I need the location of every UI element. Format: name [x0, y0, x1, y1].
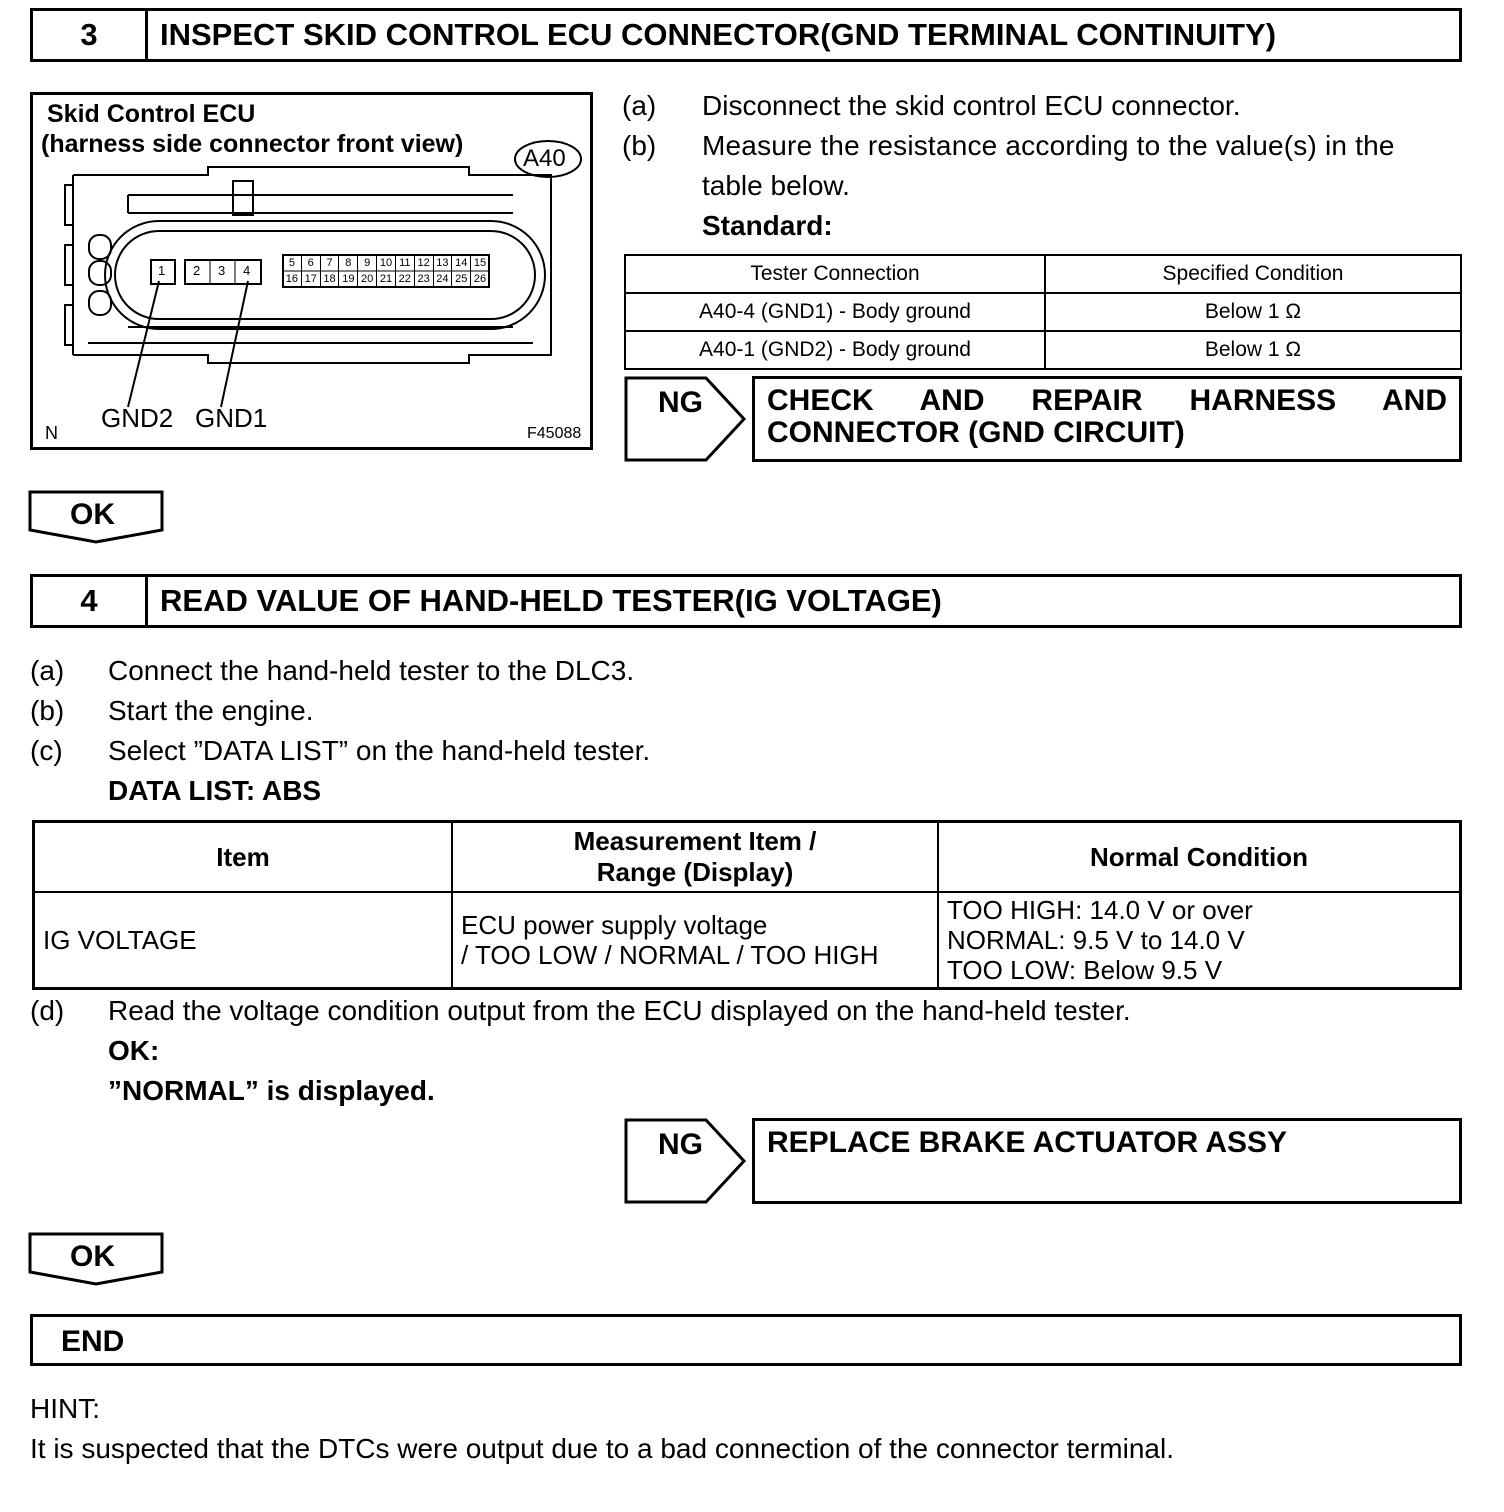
connector-pin: 6: [302, 255, 321, 271]
ng-result-box: [752, 1118, 1462, 1204]
table-header: Normal Condition: [938, 822, 1461, 893]
ok-condition-label: OK:: [108, 1035, 160, 1066]
connector-pin: 21: [377, 271, 396, 287]
gnd2-label: GND2: [101, 403, 174, 433]
table-row: [34, 892, 1461, 989]
measurement-header-line2: Range (Display): [596, 857, 794, 887]
connector-pin: 12: [415, 255, 434, 271]
connector-pin: 13: [434, 255, 453, 271]
connector-pin: 7: [321, 255, 340, 271]
connector-pin: 22: [396, 271, 415, 287]
table-header: Tester Connection: [625, 255, 1045, 293]
step3-a-label: (a): [622, 90, 657, 121]
ng-result-line1: CHECK AND REPAIR HARNESS AND: [767, 384, 1447, 417]
table-row: [625, 293, 1461, 331]
connector-pin: 5: [283, 255, 302, 271]
standard-label: Standard:: [702, 210, 833, 241]
hint-text: It is suspected that the DTCs were output due to a bad connection of the connector terminal.: [30, 1433, 1174, 1464]
ng-label: NG: [658, 1128, 703, 1161]
ok-label: OK: [70, 498, 115, 531]
pin-row-top: [283, 255, 489, 271]
step3-b-text2: table below.: [702, 170, 850, 201]
table-row: [625, 331, 1461, 369]
connector-pin: 11: [396, 255, 415, 271]
end-label: END: [61, 1325, 125, 1358]
step-number: 3: [33, 11, 148, 59]
step-title: INSPECT SKID CONTROL ECU CONNECTOR(GND TERMINAL CONTINUITY): [160, 17, 1277, 52]
table-header-row: [625, 255, 1461, 293]
table-header: Item: [34, 822, 453, 893]
ng-result-line2: CONNECTOR (GND CIRCUIT): [767, 416, 1185, 449]
condition-line3: TOO LOW: Below 9.5 V: [947, 955, 1223, 985]
pin-2: 2: [193, 263, 201, 278]
table-cell: Below 1 Ω: [1045, 293, 1461, 331]
connector-pin: 23: [415, 271, 434, 287]
diagram-subtitle: (harness side connector front view): [41, 130, 464, 158]
connector-pin: 8: [339, 255, 358, 271]
connector-pin: 18: [321, 271, 340, 287]
pin-row-bottom: [283, 271, 489, 287]
measure-line1: ECU power supply voltage: [461, 910, 768, 940]
step4-b-label: (b): [30, 695, 65, 726]
connector-diagram: [30, 92, 593, 450]
ng-result-box: [752, 376, 1462, 462]
ok-condition-value: ”NORMAL” is displayed.: [108, 1075, 435, 1106]
end-box: [30, 1314, 1462, 1366]
table-cell: Below 1 Ω: [1045, 331, 1461, 369]
condition-line1: TOO HIGH: 14.0 V or over: [947, 895, 1253, 925]
table-cell: A40-4 (GND1) - Body ground: [625, 293, 1045, 331]
connector-pin: 20: [358, 271, 377, 287]
connector-pin: 19: [339, 271, 358, 287]
connector-id-label: A40: [523, 145, 566, 172]
connector-pin: 26: [473, 273, 487, 285]
table-cell: A40-1 (GND2) - Body ground: [625, 331, 1045, 369]
step4-c-text: Select ”DATA LIST” on the hand-held tester.: [108, 735, 651, 766]
figure-id: F45088: [527, 425, 582, 442]
measurement-header-line1: Measurement Item /: [573, 826, 817, 856]
connector-pin: 24: [434, 271, 453, 287]
diagram-title: Skid Control ECU: [47, 100, 256, 128]
corner-n-label: N: [45, 423, 58, 443]
table-cell: [938, 892, 1461, 989]
pin-1: 1: [158, 263, 166, 278]
resistance-table: [624, 254, 1462, 370]
connector-pin: 25: [452, 271, 471, 287]
table-header: Specified Condition: [1045, 255, 1461, 293]
table-header: [452, 822, 938, 893]
step3-b-label: (b): [622, 130, 657, 161]
step4-d-text: Read the voltage condition output from the ECU displayed on the hand-held tester.: [108, 995, 1131, 1026]
step-number: 4: [33, 577, 148, 625]
connector-pin: 15: [473, 257, 487, 269]
step4-a-label: (a): [30, 655, 65, 686]
connector-pin: 16: [283, 271, 302, 287]
measure-line2: / TOO LOW / NORMAL / TOO HIGH: [461, 940, 879, 970]
data-list-table: [32, 820, 1462, 990]
condition-line2: NORMAL: 9.5 V to 14.0 V: [947, 925, 1245, 955]
step3-a-text: Disconnect the skid control ECU connector.: [702, 90, 1241, 121]
table-cell: [452, 892, 938, 989]
ok-label: OK: [70, 1240, 115, 1273]
pin-3: 3: [218, 263, 226, 278]
connector-pin: 9: [358, 255, 377, 271]
step4-a-text: Connect the hand-held tester to the DLC3.: [108, 655, 635, 686]
connector-pin: 14: [452, 255, 471, 271]
connector-pin: 17: [302, 271, 321, 287]
table-header-row: [34, 822, 1461, 893]
step4-d-label: (d): [30, 995, 65, 1026]
data-list-label: DATA LIST: ABS: [108, 775, 322, 806]
step4-c-label: (c): [30, 735, 63, 766]
step4-b-text: Start the engine.: [108, 695, 314, 726]
gnd1-label: GND1: [195, 403, 268, 433]
connector-pin: 10: [377, 255, 396, 271]
pin-4: 4: [243, 263, 251, 278]
step-4-header: [30, 574, 1462, 628]
hint-label: HINT:: [30, 1393, 100, 1424]
table-cell: IG VOLTAGE: [34, 892, 453, 989]
step-3-header: [30, 8, 1462, 62]
step-title: READ VALUE OF HAND-HELD TESTER(IG VOLTAGE): [160, 583, 942, 618]
ng-result-text: REPLACE BRAKE ACTUATOR ASSY: [767, 1126, 1288, 1159]
step3-b-text: Measure the resistance according to the value(s) in the: [702, 130, 1395, 161]
ng-label: NG: [658, 386, 703, 419]
